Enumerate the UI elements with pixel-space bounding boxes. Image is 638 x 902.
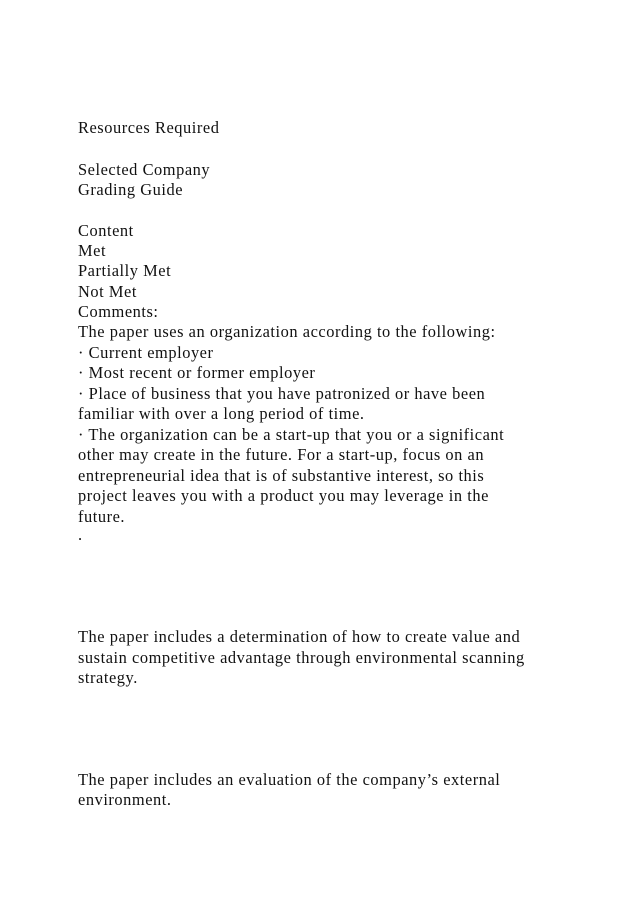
criterion-1-bullet-continued: familiar with over a long period of time.: [78, 404, 365, 423]
criterion-1-bullet: · The organization can be a start-up that you or a significant: [78, 425, 505, 444]
criterion-1-bullet: · Current employer: [78, 343, 214, 362]
criterion-1-bullet-continued: other may create in the future. For a start-up, focus on an: [78, 445, 485, 464]
criterion-3-text: environment.: [78, 790, 172, 809]
resource-grading-guide: Grading Guide: [78, 180, 184, 199]
criterion-2-text: sustain competitive advantage through environmental scanning: [78, 648, 525, 667]
resources-heading: Resources Required: [78, 118, 220, 137]
criterion-1-intro: The paper uses an organization according to the following:: [78, 322, 496, 341]
rubric-header-partially-met: Partially Met: [78, 261, 172, 280]
criterion-3-text: The paper includes an evaluation of the company’s external: [78, 770, 501, 789]
criterion-1-bullet-continued: future.: [78, 507, 126, 526]
resource-selected-company: Selected Company: [78, 160, 211, 179]
criterion-2-text: The paper includes a determination of how to create value and: [78, 627, 521, 646]
criterion-1-bullet: · Place of business that you have patronized or have been: [78, 384, 486, 403]
rubric-header-comments: Comments:: [78, 302, 159, 321]
rubric-header-content: Content: [78, 221, 134, 240]
criterion-1-bullet-continued: project leaves you with a product you may leverage in the: [78, 486, 489, 505]
criterion-1-trailing-mark: .: [78, 525, 83, 544]
criterion-2-text: strategy.: [78, 668, 138, 687]
rubric-header-not-met: Not Met: [78, 282, 137, 301]
criterion-1-bullet: · Most recent or former employer: [78, 363, 316, 382]
rubric-header-met: Met: [78, 241, 107, 260]
criterion-1-bullet-continued: entrepreneurial idea that is of substantive interest, so this: [78, 466, 485, 485]
